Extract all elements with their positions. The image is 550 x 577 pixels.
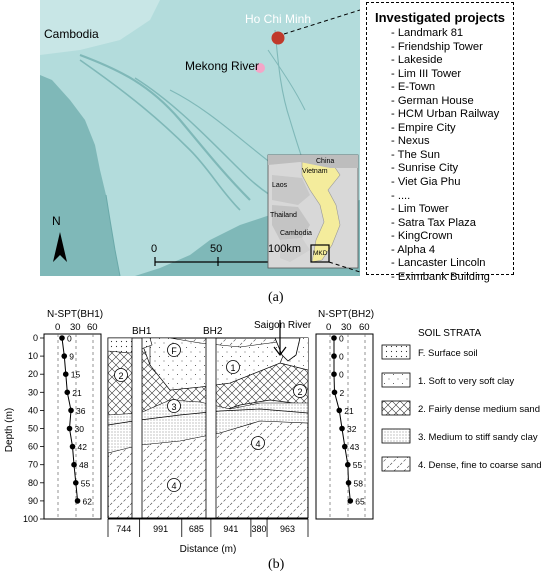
nspt-point — [339, 426, 345, 432]
nspt-point — [68, 408, 74, 414]
nspt-value-label: 62 — [82, 496, 93, 507]
scale-tick-100: 100km — [268, 243, 302, 255]
project-item: - KingCrown — [391, 230, 453, 243]
nspt-bh1-tick-30: 30 — [70, 322, 81, 333]
legend-item-1 — [382, 373, 514, 387]
layer-marker-1 — [227, 361, 240, 374]
layer-marker-f — [168, 344, 181, 357]
inset-label-cambodia: Cambodia — [280, 230, 312, 237]
nspt-point — [75, 498, 81, 504]
inset-label-vietnam: Vietnam — [302, 168, 328, 175]
investigated-projects-box — [366, 2, 514, 283]
nspt-point — [346, 480, 352, 486]
project-item: - Lim Tower — [391, 203, 449, 216]
projects-list — [391, 27, 499, 284]
project-item: - German House — [391, 94, 474, 107]
inset-label-mkd: MKD — [313, 250, 328, 257]
nspt-point — [331, 371, 337, 377]
project-item: - E-Town — [391, 81, 436, 94]
nspt-value-label: 43 — [349, 442, 360, 453]
borehole-bh2-column — [206, 338, 216, 518]
inset-label-laos: Laos — [272, 182, 288, 189]
borehole-label-bh2: BH2 — [203, 326, 223, 337]
svg-text:3. Medium to stiff sandy clay: 3. Medium to stiff sandy clay — [418, 432, 538, 443]
nspt-value-label: 2 — [339, 387, 345, 398]
nspt-value-label: 58 — [353, 478, 364, 489]
project-item: - Friendship Tower — [391, 40, 483, 53]
nspt-bh1-tick-0: 0 — [55, 322, 61, 333]
borehole-label-bh1: BH1 — [132, 326, 152, 337]
nspt-point — [70, 444, 76, 450]
nspt-point — [73, 480, 79, 486]
ho-chi-minh-marker — [272, 32, 285, 45]
nspt-point — [64, 390, 70, 396]
layer-marker-4-left — [168, 479, 181, 492]
project-item: - HCM Urban Railway — [391, 108, 500, 121]
nspt-value-label: 55 — [352, 460, 363, 471]
scale-tick-0: 0 — [151, 243, 158, 255]
soil-cross-section — [108, 320, 308, 518]
depth-tick-label: 40 — [27, 405, 38, 416]
nspt-value-label: 9 — [69, 351, 74, 362]
nspt-bh2-frame — [316, 334, 373, 519]
nspt-point — [332, 390, 338, 396]
nspt-bh1-frame — [44, 334, 101, 519]
nspt-value-label: 15 — [70, 369, 81, 380]
legend-item-2 — [382, 401, 540, 415]
north-label: N — [52, 214, 61, 228]
depth-tick-label: 70 — [27, 459, 38, 470]
project-item: - Lancaster Lincoln — [391, 257, 486, 270]
svg-text:2. Fairly dense medium sand: 2. Fairly dense medium sand — [418, 404, 540, 415]
cambodia-label: Cambodia — [44, 27, 99, 41]
distance-value-label: 991 — [153, 524, 169, 534]
nspt-value-label: 42 — [77, 442, 88, 453]
distance-value-label: 744 — [116, 524, 132, 534]
distance-value-label: 963 — [280, 524, 296, 534]
svg-text:1: 1 — [230, 363, 236, 373]
layer-marker-4-right — [252, 437, 265, 450]
svg-text:4: 4 — [255, 439, 261, 449]
caption-a: (a) — [268, 290, 284, 305]
nspt-value-label: 0 — [67, 333, 72, 344]
depth-tick-label: 60 — [27, 441, 38, 452]
depth-tick-label: 10 — [27, 351, 38, 362]
nspt-point — [348, 498, 354, 504]
project-item: - Nexus — [391, 135, 430, 148]
project-item: - Alpha 4 — [391, 243, 436, 256]
depth-tick-label: 20 — [27, 369, 38, 380]
nspt-value-label: 30 — [74, 424, 84, 434]
distance-value-label: 685 — [188, 524, 204, 534]
distance-axis — [108, 519, 308, 537]
borehole-bh1-column — [132, 338, 142, 518]
nspt-value-label: 0 — [339, 369, 344, 380]
nspt-bh2-title: N-SPT(BH2) — [318, 309, 375, 320]
depth-axis — [23, 333, 44, 524]
project-item: - Sunrise City — [391, 162, 459, 175]
project-item: - The Sun — [391, 148, 440, 161]
depth-tick-label: 50 — [27, 423, 38, 434]
nspt-point — [71, 462, 77, 468]
project-item: - Lakeside — [391, 54, 443, 67]
project-item: - Eximbank Building — [391, 270, 490, 283]
project-item: - Landmark 81 — [391, 27, 464, 39]
svg-text:2: 2 — [118, 371, 124, 381]
caption-b: (b) — [268, 557, 285, 572]
distance-value-label: 380 — [251, 524, 267, 534]
svg-text:2: 2 — [297, 387, 303, 397]
nspt-line — [62, 338, 78, 501]
map-graphic — [40, 0, 360, 276]
nspt-point — [331, 353, 337, 359]
nspt-value-label: 21 — [72, 387, 82, 398]
nspt-bh1-title: N-SPT(BH1) — [47, 309, 104, 320]
nspt-value-label: 21 — [344, 405, 354, 416]
depth-tick-label: 0 — [32, 333, 38, 343]
layer-marker-2-right — [294, 385, 307, 398]
distance-axis-label: Distance (m) — [179, 544, 237, 555]
mekong-delta-map — [40, 0, 360, 276]
depth-tick-label: 100 — [22, 514, 38, 524]
nspt-point — [336, 408, 342, 414]
nspt-point — [345, 462, 351, 468]
nspt-value-label: 48 — [79, 460, 89, 471]
project-item: - Viet Gia Phu — [391, 176, 461, 189]
saigon-river-label: Saigon River — [254, 320, 312, 331]
nspt-value-label: 32 — [347, 424, 357, 434]
nspt-value-label: 36 — [76, 405, 86, 416]
svg-text:4. Dense, fine to coarse sand: 4. Dense, fine to coarse sand — [418, 460, 542, 471]
svg-text:3: 3 — [171, 402, 177, 412]
project-item: - .... — [391, 189, 411, 202]
scale-tick-50: 50 — [210, 243, 223, 255]
svg-text:4: 4 — [171, 481, 177, 491]
svg-text:F: F — [171, 346, 177, 356]
depth-tick-label: 30 — [27, 387, 38, 398]
depth-tick-label: 80 — [27, 477, 38, 488]
nspt-point — [67, 426, 73, 432]
legend-item-4 — [382, 457, 542, 471]
nspt-point — [342, 444, 348, 450]
legend-item-3 — [382, 429, 538, 443]
nspt-bh1-tick-60: 60 — [87, 322, 98, 333]
depth-axis-label: Depth (m) — [4, 407, 15, 453]
inset-label-china: China — [316, 158, 335, 165]
project-item: - Satra Tax Plaza — [391, 216, 476, 229]
svg-text:F. Surface soil: F. Surface soil — [418, 348, 478, 359]
legend-item-f — [382, 345, 478, 359]
mekong-river-label: Mekong River — [185, 59, 260, 73]
nspt-bh2-tick-30: 30 — [341, 322, 352, 333]
distance-value-label: 941 — [223, 524, 239, 534]
layer-marker-3 — [168, 400, 181, 413]
nspt-value-label: 65 — [355, 496, 365, 507]
nspt-bh2-tick-60: 60 — [359, 322, 370, 333]
nspt-point — [61, 353, 67, 359]
ho-chi-minh-label: Ho Chi Minh — [245, 12, 312, 26]
nspt-value-label: 55 — [80, 478, 91, 489]
projects-title: Investigated projects — [375, 10, 506, 25]
nspt-value-label: 0 — [339, 333, 344, 344]
nspt-bh2-tick-0: 0 — [326, 322, 332, 333]
soil-profile-figure — [0, 305, 550, 560]
nspt-value-label: 0 — [339, 351, 344, 362]
layer-marker-2-left — [115, 369, 128, 382]
nspt-point — [59, 335, 65, 341]
svg-text:1. Soft to very soft clay: 1. Soft to very soft clay — [418, 376, 515, 387]
project-item: - Lim III Tower — [391, 67, 462, 80]
depth-tick-label: 90 — [27, 495, 38, 506]
nspt-point — [63, 371, 69, 377]
legend-title: SOIL STRATA — [418, 328, 482, 339]
inset-label-thailand: Thailand — [270, 212, 297, 219]
nspt-point — [331, 335, 337, 341]
project-item: - Empire City — [391, 121, 456, 134]
